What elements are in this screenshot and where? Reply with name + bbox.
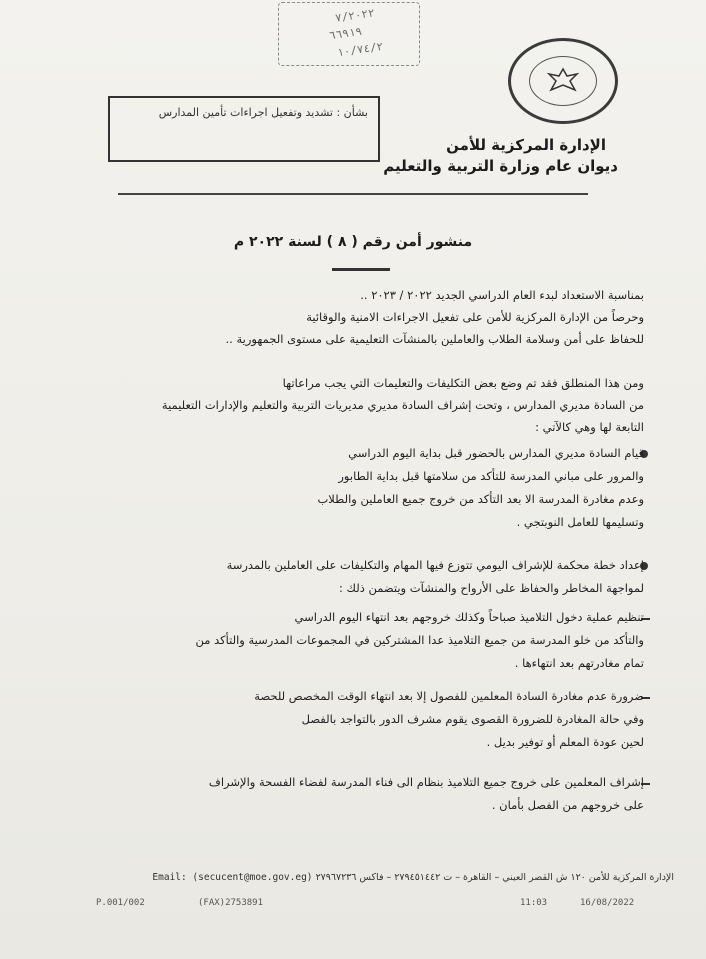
sub-item-line: تنظيم عملية دخول التلاميذ صباحاً وكذلك خروجهم بعد انتهاء اليوم الدراسي [294, 610, 644, 624]
intro-line: بمناسبة الاستعداد لبدء العام الدراسي الجديد ٢٠٢٢ / ٢٠٢٣ .. [360, 288, 644, 302]
sub-item-line: ضرورة عدم مغادرة السادة المعلمين للفصول إلا بعد انتهاء الوقت المخصص للحصة [254, 689, 644, 703]
org-name: الإدارة المركزية للأمن [446, 136, 606, 154]
bullet-line: قيام السادة مديري المدارس بالحضور قبل بداية اليوم الدراسي [348, 446, 644, 460]
bullet-item [76, 442, 644, 534]
title-underline [332, 268, 390, 271]
sub-item [76, 685, 644, 754]
fax-number: (FAX)2753891 [198, 898, 264, 908]
incoming-stamp [278, 2, 420, 66]
bullet-line: والمرور على مباني المدرسة للتأكد من سلامتها قبل بداية الطابور [338, 469, 644, 483]
subject-box [108, 96, 380, 162]
sub-item-line: لحين عودة المعلم أو توفير بديل . [486, 735, 644, 749]
org-parent: ديوان عام وزارة التربية والتعليم [383, 157, 618, 175]
stamp-line-3: ١٠/٧٤/٢ [336, 39, 385, 60]
context-line: ومن هذا المنطلق فقد تم وضع بعض التكليفات والتعليمات التي يجب مراعاتها [282, 376, 644, 390]
fax-header [0, 896, 706, 916]
intro-line: وحرصاً من الإدارة المركزية للأمن على تفعيل الاجراءات الامنية والوقائية [306, 310, 644, 324]
sub-item [76, 606, 644, 675]
bullet-line: إعداد خطة محكمة للإشراف اليومي تتوزع فيها المهام والتكليفات على العاملين بالمدرسة [226, 558, 644, 572]
sub-item [76, 771, 644, 817]
sub-item-line: والتأكد من خلو المدرسة من جميع التلاميذ عدا المشتركين في المجموعات المدرسية والتأكد من [195, 633, 644, 647]
sub-item-line: إشراف المعلمين على خروج جميع التلاميذ بنظام الى فناء المدرسة لفضاء الفسحة والإشراف [208, 775, 644, 789]
bullet-item [76, 554, 644, 600]
intro-line: للحفاظ على أمن وسلامة الطلاب والعاملين بالمنشآت التعليمية على مستوى الجمهورية .. [225, 332, 644, 346]
stamp-line-2: ٦٦٩١٩ [328, 24, 363, 43]
bullet-line: وتسليمها للعامل النوبتجي . [516, 515, 644, 529]
footer-address-text: الإدارة المركزية للأمن ١٢٠ ش القصر العيني – القاهرة – ت ٢٧٩٤٥١٤٤٢ – فاكس ٢٧٩٦٧٢٣٦ [315, 872, 674, 883]
fax-time: 11:03 [520, 898, 548, 908]
subject-text: بشأن : تشديد وتفعيل اجراءات تأمين المدارس [158, 106, 368, 119]
intro-paragraph [54, 284, 644, 350]
header-divider [118, 193, 588, 195]
eagle-icon [543, 66, 583, 96]
stamp-line-1: ٧/٢٠٢٢ [334, 6, 376, 25]
fax-page: P.001/002 [96, 898, 145, 908]
footer-email: Email: (secucent@moe.gov.eg) [152, 872, 313, 883]
context-line: التابعة لها وهي كالآتي : [535, 420, 644, 434]
context-paragraph [54, 372, 644, 438]
fax-date: 16/08/2022 [580, 898, 635, 908]
sub-item-line: تمام مغادرتهم بعد انتهاءها . [514, 656, 644, 670]
ministry-logo-icon [508, 38, 618, 124]
sub-item-line: على خروجهم من الفصل بأمان . [491, 798, 644, 812]
bullet-line: لمواجهة المخاطر والحفاظ على الأرواح والمنشآت ويتضمن ذلك : [339, 581, 644, 595]
footer-address [98, 872, 674, 883]
document-title: منشور أمن رقم ( ٨ ) لسنة ٢٠٢٢ م [233, 234, 473, 250]
sub-item-line: وفي حالة المغادرة للضرورة القصوى يقوم مشرف الدور بالتواجد بالفصل [301, 712, 644, 726]
context-line: من السادة مديري المدارس ، وتحت إشراف السادة مديري مديريات التربية والتعليم والإدارات التعليمية [161, 398, 644, 412]
eagle-emblem-icon [529, 56, 597, 106]
bullet-line: وعدم مغادرة المدرسة الا بعد التأكد من خروج جميع العاملين والطلاب [317, 492, 644, 506]
